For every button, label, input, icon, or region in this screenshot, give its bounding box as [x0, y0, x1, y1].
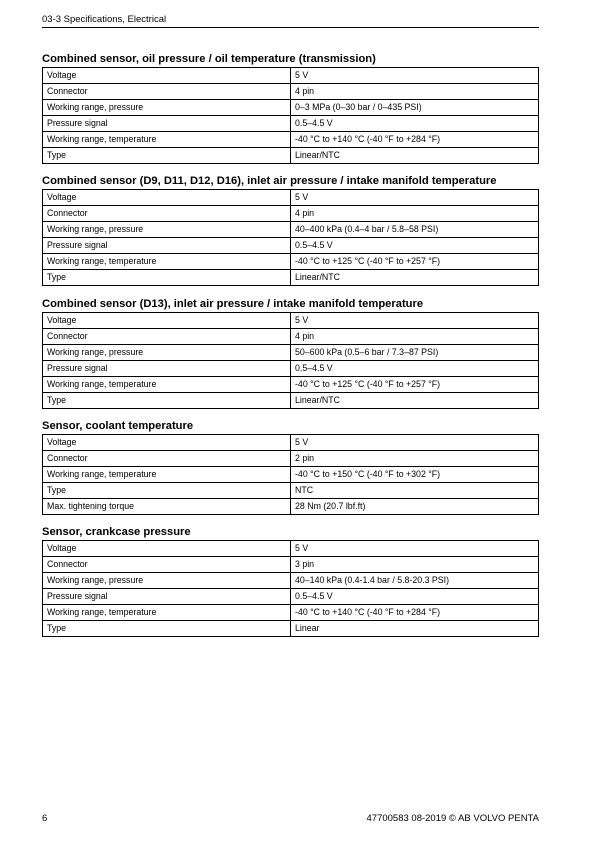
spec-label: Working range, pressure: [43, 100, 291, 116]
table-row: [43, 116, 539, 132]
spec-value: 2 pin: [291, 451, 539, 467]
spec-label: Working range, pressure: [43, 345, 291, 361]
spec-label: Type: [43, 270, 291, 286]
spec-label: Type: [43, 393, 291, 409]
section-title: Sensor, crankcase pressure: [42, 526, 191, 538]
spec-value: 4 pin: [291, 84, 539, 100]
spec-label: Working range, temperature: [43, 605, 291, 621]
spec-table: [42, 434, 539, 515]
spec-table: [42, 312, 539, 409]
spec-value: 50–600 kPa (0.5–6 bar / 7.3–87 PSI): [291, 345, 539, 361]
table-row: [43, 435, 539, 451]
table-row: [43, 393, 539, 409]
page-number: 6: [42, 813, 48, 824]
spec-label: Voltage: [43, 541, 291, 557]
spec-value: 5 V: [291, 190, 539, 206]
spec-label: Type: [43, 621, 291, 637]
spec-label: Working range, pressure: [43, 573, 291, 589]
page-header: [42, 12, 539, 28]
table-row: [43, 238, 539, 254]
spec-label: Type: [43, 483, 291, 499]
spec-value: 0.5–4.5 V: [291, 589, 539, 605]
spec-label: Voltage: [43, 435, 291, 451]
table-row: [43, 190, 539, 206]
table-row: [43, 84, 539, 100]
spec-label: Connector: [43, 557, 291, 573]
spec-value: 3 pin: [291, 557, 539, 573]
page-footer: [42, 812, 539, 826]
spec-label: Connector: [43, 206, 291, 222]
spec-label: Voltage: [43, 313, 291, 329]
spec-value: Linear/NTC: [291, 270, 539, 286]
spec-label: Voltage: [43, 68, 291, 84]
spec-value: 5 V: [291, 435, 539, 451]
table-row: [43, 148, 539, 164]
spec-value: Linear/NTC: [291, 148, 539, 164]
table-row: [43, 621, 539, 637]
spec-table: [42, 540, 539, 637]
spec-label: Pressure signal: [43, 238, 291, 254]
table-row: [43, 254, 539, 270]
spec-label: Pressure signal: [43, 116, 291, 132]
table-row: [43, 499, 539, 515]
spec-value: 28 Nm (20.7 lbf.ft): [291, 499, 539, 515]
table-row: [43, 206, 539, 222]
spec-label: Working range, temperature: [43, 467, 291, 483]
spec-value: 40–140 kPa (0.4-1.4 bar / 5.8-20.3 PSI): [291, 573, 539, 589]
spec-value: 4 pin: [291, 329, 539, 345]
spec-value: -40 °C to +140 °C (-40 °F to +284 °F): [291, 605, 539, 621]
spec-value: 5 V: [291, 68, 539, 84]
table-row: [43, 270, 539, 286]
spec-value: 0.5–4.5 V: [291, 238, 539, 254]
section-title: Combined sensor, oil pressure / oil temperature (transmission): [42, 53, 376, 65]
spec-value: -40 °C to +125 °C (-40 °F to +257 °F): [291, 377, 539, 393]
spec-value: -40 °C to +125 °C (-40 °F to +257 °F): [291, 254, 539, 270]
table-row: [43, 361, 539, 377]
table-row: [43, 132, 539, 148]
section-title: Sensor, coolant temperature: [42, 420, 194, 432]
table-row: [43, 451, 539, 467]
spec-value: 40–400 kPa (0.4–4 bar / 5.8–58 PSI): [291, 222, 539, 238]
spec-table: [42, 189, 539, 286]
table-row: [43, 589, 539, 605]
spec-label: Pressure signal: [43, 589, 291, 605]
spec-label: Connector: [43, 84, 291, 100]
spec-table: [42, 67, 539, 164]
table-row: [43, 313, 539, 329]
table-row: [43, 467, 539, 483]
table-row: [43, 483, 539, 499]
spec-value: 5 V: [291, 313, 539, 329]
spec-value: -40 °C to +140 °C (-40 °F to +284 °F): [291, 132, 539, 148]
spec-value: NTC: [291, 483, 539, 499]
spec-label: Working range, temperature: [43, 377, 291, 393]
spec-label: Working range, temperature: [43, 132, 291, 148]
table-row: [43, 100, 539, 116]
table-row: [43, 573, 539, 589]
spec-label: Connector: [43, 329, 291, 345]
spec-section: [42, 174, 539, 286]
table-row: [43, 557, 539, 573]
spec-section: [42, 525, 539, 637]
spec-value: Linear/NTC: [291, 393, 539, 409]
spec-label: Max. tightening torque: [43, 499, 291, 515]
section-title: Combined sensor (D13), inlet air pressure / intake manifold temperature: [42, 298, 424, 310]
table-row: [43, 345, 539, 361]
spec-label: Voltage: [43, 190, 291, 206]
table-row: [43, 541, 539, 557]
spec-label: Type: [43, 148, 291, 164]
spec-label: Working range, pressure: [43, 222, 291, 238]
document-reference: 47700583 08-2019 © AB VOLVO PENTA: [366, 813, 539, 824]
spec-value: 0.5–4.5 V: [291, 116, 539, 132]
table-row: [43, 377, 539, 393]
spec-value: 5 V: [291, 541, 539, 557]
table-row: [43, 222, 539, 238]
table-row: [43, 68, 539, 84]
spec-label: Connector: [43, 451, 291, 467]
spec-value: -40 °C to +150 °C (-40 °F to +302 °F): [291, 467, 539, 483]
spec-value: 0.5–4.5 V: [291, 361, 539, 377]
spec-label: Pressure signal: [43, 361, 291, 377]
table-row: [43, 329, 539, 345]
spec-section: [42, 52, 539, 164]
spec-section: [42, 419, 539, 515]
spec-section: [42, 297, 539, 409]
table-row: [43, 605, 539, 621]
header-title: 03-3 Specifications, Electrical: [42, 14, 167, 25]
section-title: Combined sensor (D9, D11, D12, D16), inlet air pressure / intake manifold temperature: [42, 175, 497, 187]
spec-value: 4 pin: [291, 206, 539, 222]
spec-label: Working range, temperature: [43, 254, 291, 270]
spec-value: 0–3 MPa (0–30 bar / 0–435 PSI): [291, 100, 539, 116]
spec-value: Linear: [291, 621, 539, 637]
